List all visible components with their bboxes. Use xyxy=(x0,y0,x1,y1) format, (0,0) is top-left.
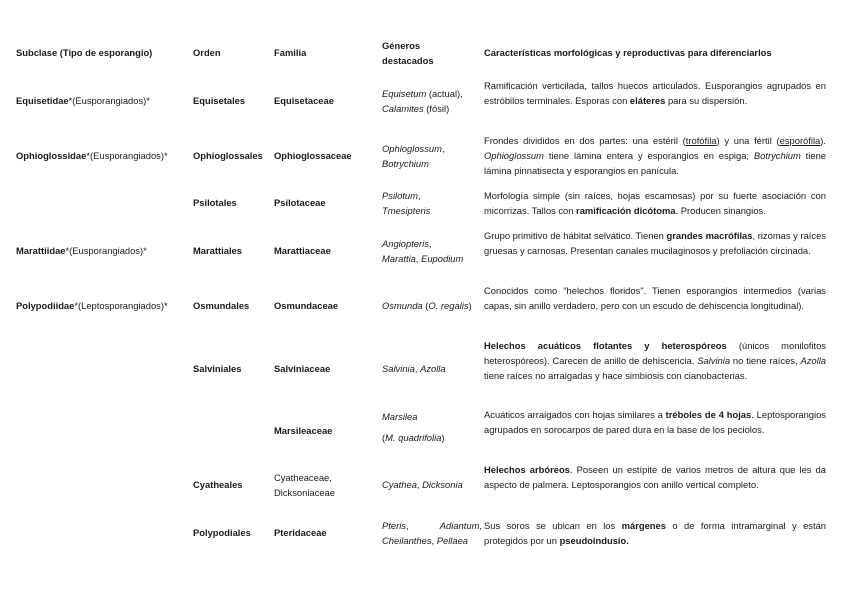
orden-psilotales: Psilotales xyxy=(193,197,237,208)
desc-text: o de forma intramarginal y están protegidos por un xyxy=(484,520,826,546)
genus-name: Eupodium xyxy=(421,253,464,264)
desc-text: , rizomas y raíces gruesas y carnosas. Presentan canales mucilaginosos y prefoliación circinada. xyxy=(484,230,827,256)
genus-name: Marattia xyxy=(382,253,416,264)
subclase-name: Ophioglossidae xyxy=(16,150,87,161)
desc-text: (únicos monilofitos heterospóreos). Carecen de anillo de dehiscencia. xyxy=(484,340,826,366)
familia-salviniaceae: Salviniaceae xyxy=(274,363,331,374)
desc-bold: pseudoindusio. xyxy=(559,535,629,546)
genus-name: Salvinia xyxy=(382,363,415,374)
genus-name: Azolla xyxy=(420,363,446,374)
genus-name: Pteris xyxy=(382,520,406,531)
familia-marsileaceae: Marsileaceae xyxy=(274,425,333,436)
genus-name: Pellaea xyxy=(436,535,469,546)
descripcion-marattiales xyxy=(484,228,826,258)
header-generos-line1: Géneros xyxy=(382,40,421,51)
genus-name: Angiopteris xyxy=(382,238,429,249)
genus-sep: , xyxy=(441,143,445,154)
genus-sep: , xyxy=(428,238,432,249)
generos-osmundales xyxy=(382,298,484,313)
descripcion-marsileaceae xyxy=(484,407,826,437)
header-generos-line2: destacados xyxy=(382,55,434,66)
desc-text: ) y una fértil ( xyxy=(716,135,780,146)
genus-sep: , xyxy=(416,479,423,490)
desc-bold: Helechos acuáticos flotantes y heterospóreos xyxy=(484,340,727,351)
subclase-type: *(Eusporangiados)* xyxy=(65,245,147,256)
desc-underline: trofófila xyxy=(685,135,717,146)
genus-name: Botrychium xyxy=(382,158,429,169)
generos-line xyxy=(382,101,482,116)
descripcion-psilotales xyxy=(484,188,826,218)
generos-salviniales xyxy=(382,361,482,376)
desc-text: no tiene raíces, xyxy=(730,355,801,366)
subclase-ophioglossidae xyxy=(16,148,168,163)
generos-marattiales xyxy=(382,236,482,266)
familia-pteridaceae: Pteridaceae xyxy=(274,527,327,538)
desc-text: Conocidos como "helechos floridos". Tienen esporangios intermedios (varias capas, sin anillo verdadero, pero con un escudo de dehiscencia longitudinal). xyxy=(484,285,826,311)
orden-ophioglossales: Ophioglossales xyxy=(193,150,263,161)
genus-name: Psilotum xyxy=(382,190,418,201)
desc-italic: Azolla xyxy=(800,355,827,366)
genus-sep: , xyxy=(415,253,422,264)
familia-marattiaceae: Marattiaceae xyxy=(274,245,331,256)
desc-bold: eláteres xyxy=(629,95,666,106)
desc-underline: esporófila xyxy=(779,135,821,146)
subclase-marattiidae xyxy=(16,243,147,258)
subclase-type: *(Leptosporangiados)* xyxy=(74,300,168,311)
generos-equisetales xyxy=(382,86,482,116)
subclase-name: Marattiidae xyxy=(16,245,66,256)
desc-bold: grandes macrófilas xyxy=(666,230,753,241)
header-caracteristicas: Características morfológicas y reproductivas para diferenciarlos xyxy=(484,47,772,58)
desc-bold: Helechos arbóreos xyxy=(484,464,570,475)
desc-text: Frondes divididos en dos partes: una estéril ( xyxy=(484,135,686,146)
genus-note: (fósil) xyxy=(423,103,450,114)
desc-bold: ramificación dicótoma xyxy=(576,205,676,216)
desc-text: Ramificación verticilada, tallos huecos articulados. Eusporangios agrupados en estróbilos terminales. Esporas con xyxy=(484,80,826,106)
header-generos xyxy=(382,38,482,68)
familia-cyatheales xyxy=(274,470,379,500)
familia-ophioglossaceae: Ophioglossaceae xyxy=(274,150,352,161)
header-orden: Orden xyxy=(193,47,221,58)
orden-polypodiales: Polypodiales xyxy=(193,527,251,538)
orden-salviniales: Salviniales xyxy=(193,363,242,374)
header-familia: Familia xyxy=(274,47,307,58)
familia-psilotaceae: Psilotaceae xyxy=(274,197,326,208)
generos-polypodiales xyxy=(382,518,482,548)
genus-name: Ophioglossum xyxy=(382,143,442,154)
genus-sep: , xyxy=(431,535,437,546)
desc-text: tiene lámina entera y esporangios en espiga; xyxy=(543,150,754,161)
generos-line xyxy=(382,533,482,548)
genus-name: Equisetum xyxy=(382,88,427,99)
header-subclase: Subclase (Tipo de esporangio) xyxy=(16,47,153,58)
orden-marattiales: Marattiales xyxy=(193,245,242,256)
descripcion-polypodiales xyxy=(484,518,826,548)
desc-text: tiene lámina pinnatisecta y esporangios en panícula. xyxy=(484,150,827,176)
genus-name: Osmunda xyxy=(382,300,423,311)
descripcion-cyatheales xyxy=(484,462,826,492)
genus-sep: , xyxy=(479,520,482,531)
genus-name: Cyathea xyxy=(382,479,417,490)
orden-cyatheales: Cyatheales xyxy=(193,479,243,490)
generos-ophioglossales xyxy=(382,141,482,171)
desc-text: . Poseen un estípite de varios metros de altura que les da aspecto de palmera. Leptosporangios con anillo vertical completo. xyxy=(484,464,826,490)
generos-line xyxy=(382,430,482,445)
generos-line xyxy=(382,236,482,251)
desc-text: ). xyxy=(820,135,826,146)
genus-name: M. quadrifolia xyxy=(385,432,442,443)
generos-line xyxy=(382,188,482,203)
desc-italic: Ophioglossum xyxy=(484,150,544,161)
generos-line xyxy=(382,518,482,533)
subclase-polypodiidae xyxy=(16,298,168,313)
genus-note: (actual), xyxy=(426,88,463,99)
descripcion-ophioglossales xyxy=(484,133,826,178)
desc-bold: tréboles de 4 hojas xyxy=(665,409,752,420)
genus-name: Cheilanthes xyxy=(382,535,432,546)
subclase-type: *(Eusporangiados)* xyxy=(68,95,150,106)
desc-text: . Leptosporangios agrupados en sorocarpos de pared dura en la base de los peciolos. xyxy=(484,409,826,435)
genus-name: Adiantum xyxy=(439,520,480,531)
descripcion-osmundales xyxy=(484,283,826,313)
genus-note: ) xyxy=(468,300,472,311)
familia-dicksoniaceae: Dicksoniaceae xyxy=(274,487,335,498)
genus-name: Dicksonia xyxy=(422,479,463,490)
genus-note: ) xyxy=(441,432,445,443)
desc-italic: Botrychium xyxy=(753,150,801,161)
generos-psilotales xyxy=(382,188,482,218)
desc-text: . Producen sinangios. xyxy=(675,205,766,216)
generos-cyatheales xyxy=(382,477,482,492)
generos-line xyxy=(382,251,482,266)
desc-text: para su dispersión. xyxy=(665,95,748,106)
subclase-name: Equisetidae xyxy=(16,95,69,106)
desc-text: Morfología simple (sin raíces, hojas escamosas) por su fuerte asociación con micorrizas. Tallos con xyxy=(484,190,826,216)
genus-name: O. regalis xyxy=(428,300,469,311)
desc-text: tiene raíces no arraigadas y hace simbiosis con cianobacterias. xyxy=(484,370,748,381)
descripcion-salviniales xyxy=(484,338,826,383)
genus-name: Tmesipteris xyxy=(382,205,431,216)
genus-note: ( xyxy=(382,432,386,443)
generos-line xyxy=(382,141,482,156)
generos-marsileaceae xyxy=(382,409,482,445)
genus-sep: , xyxy=(417,190,421,201)
descripcion-equisetales xyxy=(484,78,826,108)
subclase-type: *(Eusporangiados)* xyxy=(86,150,168,161)
desc-text: Grupo primitivo de hábitat selvático. Tienen xyxy=(484,230,667,241)
desc-italic: Salvinia xyxy=(697,355,731,366)
generos-line xyxy=(382,86,482,101)
subclase-equisetidae xyxy=(16,93,150,108)
familia-cyatheaceae: Cyatheaceae, xyxy=(274,472,332,483)
orden-equisetales: Equisetales xyxy=(193,95,246,106)
genus-name: Calamites xyxy=(382,103,424,114)
orden-osmundales: Osmundales xyxy=(193,300,250,311)
familia-osmundaceae: Osmundaceae xyxy=(274,300,339,311)
subclase-name: Polypodiidae xyxy=(16,300,75,311)
desc-text: Sus soros se ubican en los xyxy=(484,520,622,531)
genus-sep: , xyxy=(405,520,409,531)
genus-note: ( xyxy=(422,300,429,311)
genus-name: Marsilea xyxy=(382,411,418,422)
desc-text: Acuáticos arraigados con hojas similares a xyxy=(484,409,666,420)
desc-bold: márgenes xyxy=(621,520,666,531)
genus-sep: , xyxy=(414,363,421,374)
familia-equisetaceae: Equisetaceae xyxy=(274,95,334,106)
